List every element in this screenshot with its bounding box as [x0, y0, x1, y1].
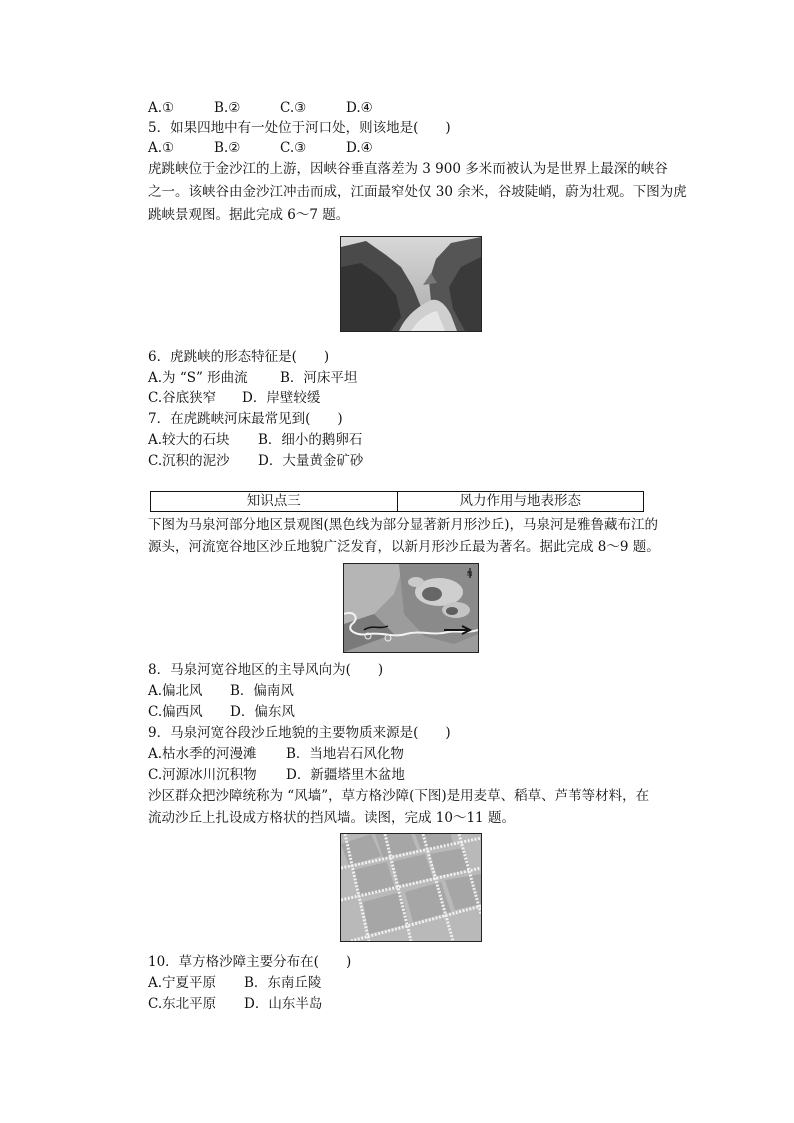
passage3-line2: 流动沙丘上扎设成方格状的挡风墙。读图，完成 10～11 题。	[148, 810, 515, 826]
knowledge-point-table	[150, 491, 644, 512]
q6-option-d[interactable]: D．岸壁较缓	[242, 390, 321, 406]
q5-stem: 5．如果四地中有一处位于河口处，则该地是( )	[148, 120, 451, 136]
q6-option-c[interactable]: C.谷底狭窄	[148, 390, 217, 406]
q5-option-b[interactable]: B.②	[214, 140, 241, 156]
q8-option-b[interactable]: B．偏南风	[230, 683, 294, 699]
passage2-line1: 下图为马泉河部分地区景观图(黑色线为部分显著新月形沙丘)，马泉河是雅鲁藏布江的	[148, 517, 659, 533]
q4-option-a[interactable]: A.①	[148, 100, 175, 116]
map-north-label: N	[467, 570, 473, 578]
passage1-line3: 跳峡景观图。据此完成 6～7 题。	[148, 207, 350, 223]
q6-option-b[interactable]: B．河床平坦	[280, 370, 358, 386]
q9-stem: 9．马泉河宽谷段沙丘地貌的主要物质来源是( )	[148, 725, 451, 741]
q9-options-row2	[148, 766, 405, 784]
q6-stem: 6．虎跳峡的形态特征是( )	[148, 349, 330, 365]
q9-option-d[interactable]: D．新疆塔里木盆地	[286, 767, 405, 783]
q7-stem: 7．在虎跳峡河床最常见到( )	[148, 411, 343, 427]
q10-options-row2	[148, 995, 322, 1013]
passage1-line2: 之一。该峡谷由金沙江冲击而成，江面最窄处仅 30 余米，谷坡陡峭，蔚为壮观。下图为虎	[148, 184, 687, 200]
q10-option-a[interactable]: A.宁夏平原	[148, 975, 217, 991]
q7-option-a[interactable]: A.较大的石块	[148, 432, 230, 448]
q6-option-a[interactable]: A.为 “S” 形曲流	[148, 370, 248, 386]
q9-options-row1	[148, 745, 404, 763]
passage2-line2: 源头，河流宽谷地区沙丘地貌广泛发育，以新月形沙丘最为著名。据此完成 8～9 题。	[148, 539, 660, 555]
q8-option-c[interactable]: C.偏西风	[148, 704, 203, 720]
q4-options	[148, 99, 412, 117]
q8-option-d[interactable]: D．偏东风	[230, 704, 295, 720]
q5-options	[148, 139, 412, 157]
q8-option-a[interactable]: A.偏北风	[148, 683, 203, 699]
q7-options-row1	[148, 431, 362, 449]
q9-option-a[interactable]: A.枯水季的河漫滩	[148, 746, 257, 762]
knowledge-point-title: 风力作用与地表形态	[397, 492, 644, 511]
q10-options-row1	[148, 974, 321, 992]
q10-option-c[interactable]: C.东北平原	[148, 996, 217, 1012]
q5-option-d[interactable]: D.④	[346, 140, 373, 156]
q10-option-b[interactable]: B．东南丘陵	[244, 975, 322, 991]
q6-options-row2	[148, 389, 320, 407]
q7-option-c[interactable]: C.沉积的泥沙	[148, 453, 230, 469]
passage3-line1: 沙区群众把沙障统称为 “风墙”，草方格沙障(下图)是用麦草、稻草、芦苇等材料，在	[148, 788, 650, 804]
q4-option-c[interactable]: C.③	[280, 100, 307, 116]
straw-checkerboard-photo	[340, 833, 482, 942]
q7-option-b[interactable]: B．细小的鹅卵石	[258, 432, 363, 448]
q8-stem: 8．马泉河宽谷地区的主导风向为( )	[148, 662, 384, 678]
q10-option-d[interactable]: D．山东半岛	[244, 996, 323, 1012]
q4-option-b[interactable]: B.②	[214, 100, 241, 116]
q5-option-a[interactable]: A.①	[148, 140, 175, 156]
knowledge-point-label: 知识点三	[246, 493, 301, 509]
gorge-photo	[340, 236, 482, 332]
q7-options-row2	[148, 452, 363, 470]
q9-option-b[interactable]: B．当地岩石风化物	[286, 746, 404, 762]
maquan-river-image	[343, 563, 479, 653]
q10-stem: 10．草方格沙障主要分布在( )	[148, 954, 352, 970]
passage1-line1: 虎跳峡位于金沙江的上游，因峡谷垂直落差为 3 900 多米而被认为是世界上最深的峡谷	[148, 161, 668, 177]
q8-options-row1	[148, 682, 294, 700]
q9-option-c[interactable]: C.河源冰川沉积物	[148, 767, 257, 783]
q4-option-d[interactable]: D.④	[346, 100, 373, 116]
q7-option-d[interactable]: D．大量黄金矿砂	[258, 453, 364, 469]
q6-options-row1	[148, 369, 357, 387]
q5-option-c[interactable]: C.③	[280, 140, 307, 156]
q8-options-row2	[148, 703, 295, 721]
